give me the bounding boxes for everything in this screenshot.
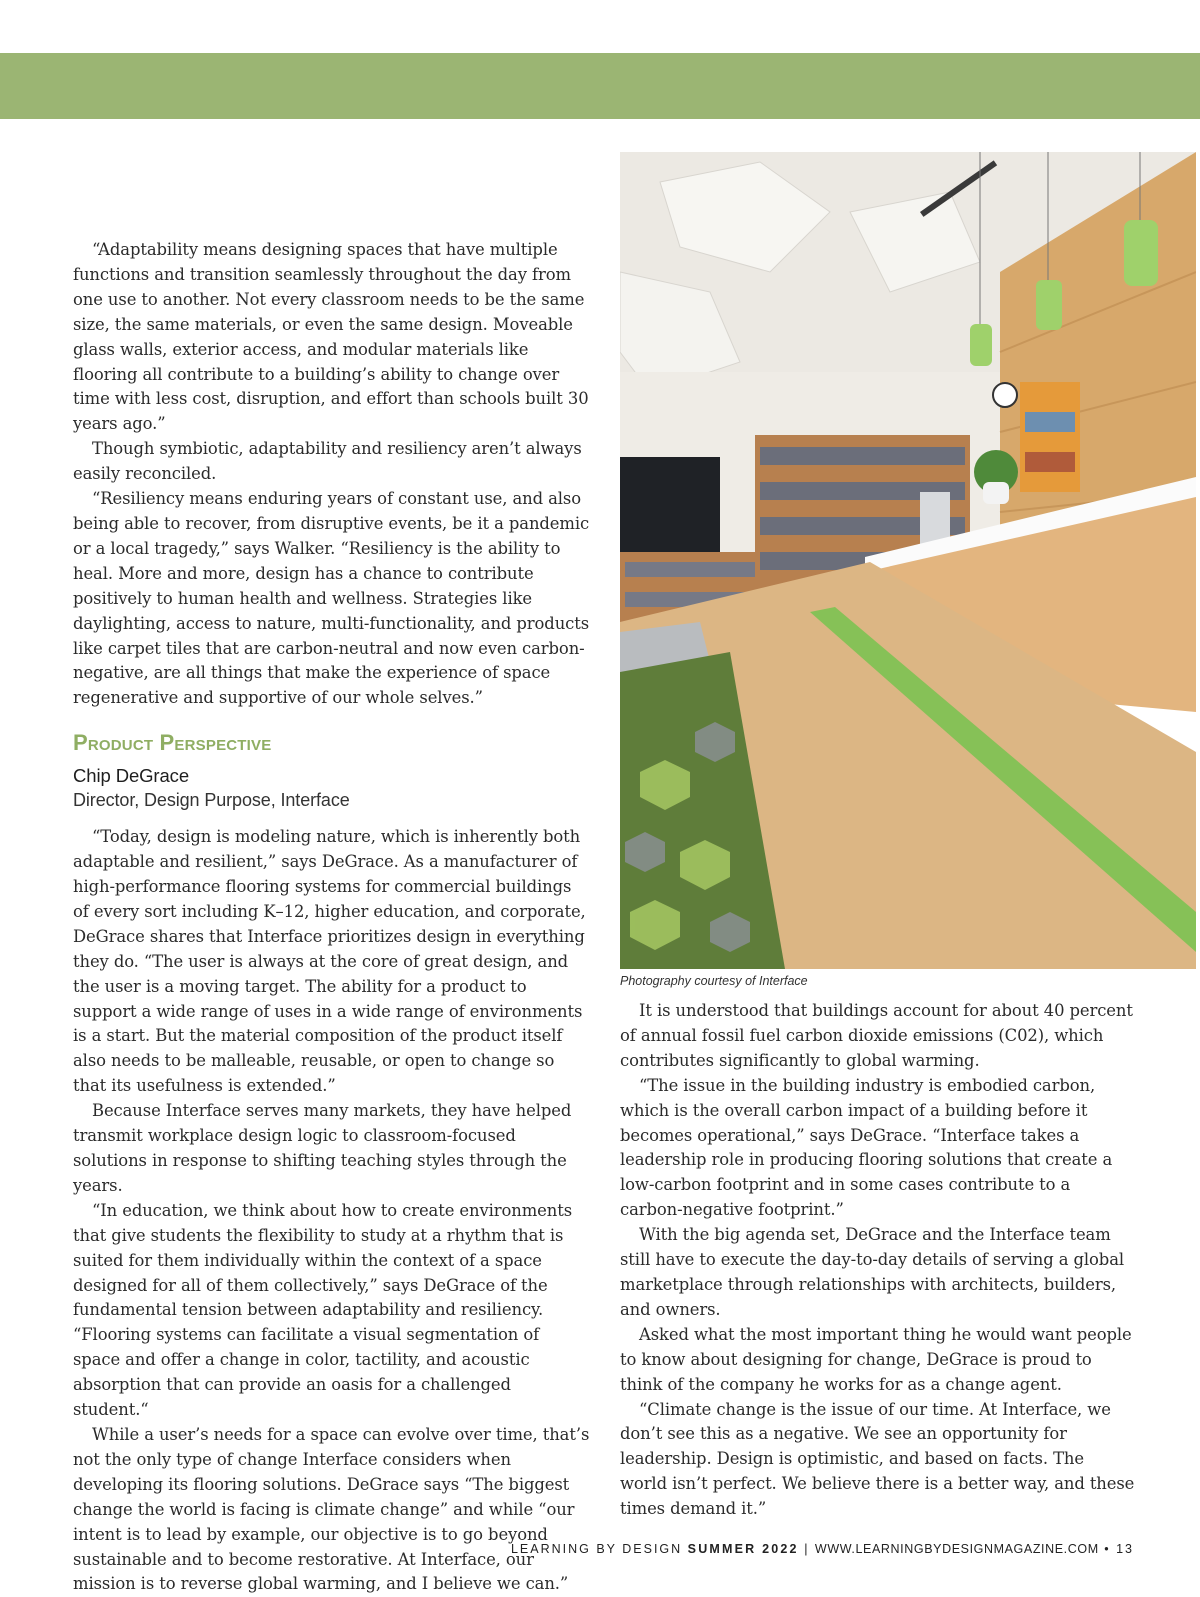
- body-paragraph: “Today, design is modeling nature, which is inherently both adaptable and resilient,” says DeGrace. As a manufacturer of high-performance flooring systems for commercial buildings of every sort including K–12, higher education, and corporate, DeGrace shares that Interface prioritizes design in everything they do. “The user is always at the core of great design, and the user is a moving target. The ability for a product to support a wide range of uses in a wide range of environments is a start. But the material composition of the product itself also needs to be malleable, reusable, or open to change so that its usefulness is extended.”: [73, 827, 586, 1096]
- library-photo: [620, 152, 1196, 969]
- footer-issue: SUMMER 2022: [687, 1542, 799, 1556]
- body-paragraph: “Resiliency means enduring years of constant use, and also being able to recover, from disruptive events, be it a pandemic or a local tragedy,” says Walker. “Resiliency is the ability to heal. More and more, design has a chance to contribute positively to human health and wellness. Strategies like daylighting, access to nature, multi-functionality, and products like carpet tiles that are carbon-neutral and now even carbon-negative, are all things that make the experience of space regenerative and supportive of our whole selves.”: [73, 489, 590, 708]
- body-paragraph: It is understood that buildings account for about 40 percent of annual fossil fuel carbon dioxide emissions (C02), which contributes significantly to global warming.: [620, 1001, 1133, 1070]
- body-paragraph: While a user’s needs for a space can evolve over time, that’s not the only type of change Interface considers when developing its flooring solutions. DeGrace says “The biggest change the world is facing is climate change” and while “our intent is to lead by example, our objective is to go beyond sustainable and to become restorative. At Interface, our mission is to reverse global warming, and I believe we can.”: [73, 1424, 590, 1594]
- body-paragraph: “Adaptability means designing spaces that have multiple functions and transition seamlessly throughout the day from one use to another. Not every classroom needs to be the same size, the same materials, or even the same design. Moveable glass walls, exterior access, and modular materials like flooring all contribute to a building’s ability to change over time with less cost, disruption, and effort than schools built 30 years ago.”: [73, 240, 589, 434]
- body-paragraph: Because Interface serves many markets, they have helped transmit workplace design logic to classroom-focused solutions in response to shifting teaching styles through the years.: [73, 1101, 572, 1195]
- footer-separator: |: [804, 1542, 810, 1556]
- footer-bullet: •: [1104, 1542, 1111, 1556]
- photo-caption: Photography courtesy of Interface: [620, 974, 808, 988]
- left-column: [73, 238, 591, 1597]
- body-paragraph: Though symbiotic, adaptability and resiliency aren’t always easily reconciled.: [73, 439, 582, 484]
- byline-name: Chip DeGrace: [73, 765, 190, 787]
- body-paragraph: “Climate change is the issue of our time. At Interface, we don’t see this as a negative. We see an opportunity for leadership. Design is optimistic, and based on facts. The world isn’t perfect. We believe there is a better way, and these times demand it.”: [620, 1399, 1135, 1519]
- right-column: [620, 999, 1135, 1522]
- footer-magazine: LEARNING BY DESIGN: [510, 1542, 683, 1556]
- body-paragraph: With the big agenda set, DeGrace and the Interface team still have to execute the day-to-day details of serving a global marketplace through relationships with architects, builders, and owners.: [620, 1225, 1125, 1319]
- page-number: 13: [1116, 1542, 1134, 1556]
- section-heading: Product Perspective: [73, 730, 272, 756]
- page-footer: [511, 1542, 1134, 1556]
- footer-url[interactable]: WWW.LEARNINGBYDESIGNMAGAZINE.COM: [814, 1542, 1099, 1556]
- body-paragraph: “In education, we think about how to create environments that give students the flexibility to study at a rhythm that is suited for them individually within the context of a space designed for all of them collectively,” says DeGrace of the fundamental tension between adaptability and resiliency. “Flooring systems can facilitate a visual segmentation of space and offer a change in color, tactility, and acoustic absorption that can provide an oasis for a challenged student.“: [73, 1200, 573, 1420]
- header-color-band: [0, 53, 1200, 119]
- body-paragraph: “The issue in the building industry is embodied carbon, which is the overall carbon impact of a building before it becomes operational,” says DeGrace. “Interface takes a leadership role in producing flooring solutions that create a low-carbon footprint and in some cases contribute to a carbon-negative footprint.”: [620, 1075, 1113, 1220]
- body-paragraph: Asked what the most important thing he would want people to know about designing for change, DeGrace is proud to think of the company he works for as a change agent.: [620, 1324, 1132, 1394]
- byline-title: Director, Design Purpose, Interface: [73, 790, 350, 811]
